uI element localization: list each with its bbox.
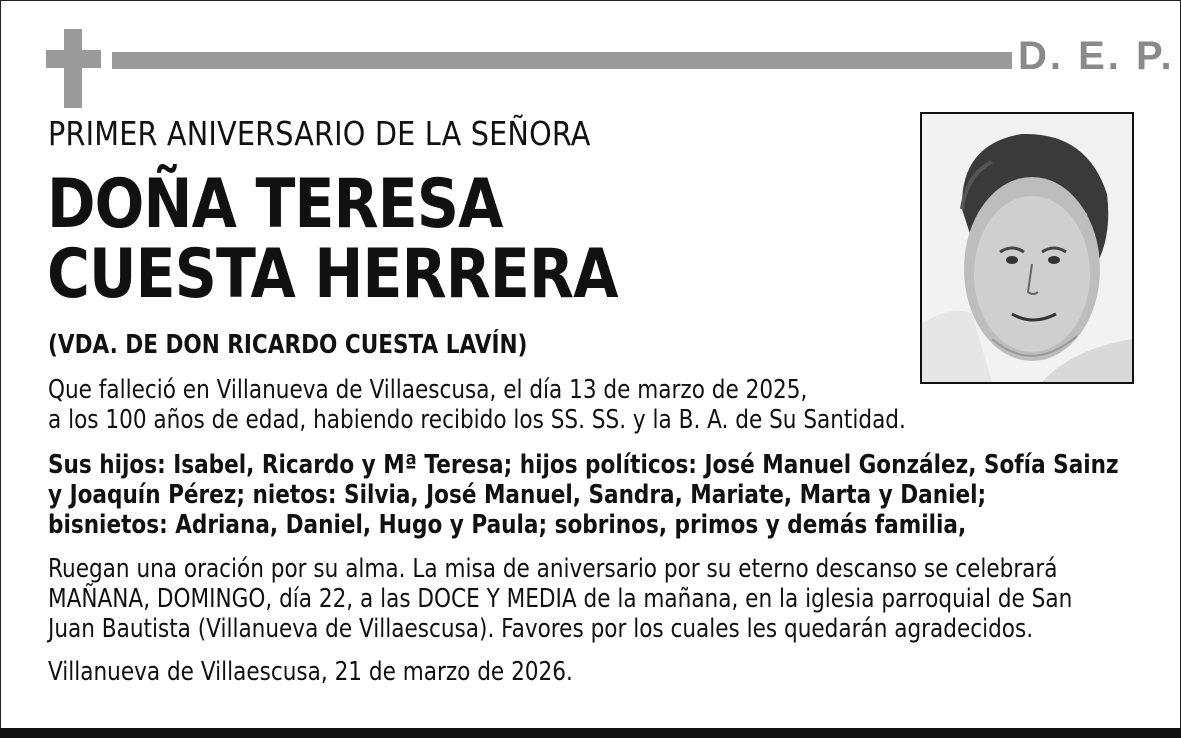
deceased-name-line1: DOÑA TERESA [47,165,503,244]
family-line: Sus hijos: Isabel, Ricardo y Mª Teresa; hijos políticos: José Manuel González, Sofía Sainz [48,450,1119,480]
cross-icon-bar [46,50,101,68]
family-paragraph [48,450,1119,540]
cross-icon [64,29,82,108]
widow-of: (VDA. DE DON RICARDO CUESTA LAVÍN) [48,330,528,360]
deceased-name [47,165,618,314]
notice-intro: PRIMER ANIVERSARIO DE LA SEÑORA [48,114,591,153]
mass-paragraph [48,554,1072,644]
deceased-name-line2: CUESTA HERRERA [47,235,618,314]
family-line: bisnietos: Adriana, Daniel, Hugo y Paula; sobrinos, primos y demás familia, [48,510,967,540]
death-line: a los 100 años de edad, habiendo recibido los SS. SS. y la B. A. de Su Santidad. [48,405,906,435]
mass-line: Ruegan una oración por su alma. La misa de aniversario por su eterno descanso se celebrará [48,554,1058,584]
portrait-drawing [922,114,1132,382]
dep-label: D. E. P. [1018,34,1175,78]
death-line: Que falleció en Villanueva de Villaescusa, el día 13 de marzo de 2025, [48,375,808,405]
family-line: y Joaquín Pérez; nietos: Silvia, José Manuel, Sandra, Mariate, Marta y Daniel; [48,480,987,510]
mass-line: MAÑANA, DOMINGO, día 22, a las DOCE Y MEDIA de la mañana, en la iglesia parroquial de San [48,584,1073,614]
mass-line: Juan Bautista (Villanueva de Villaescusa). Favores por los cuales les quedarán agradecidos. [48,614,1034,644]
death-paragraph [48,375,906,435]
header-rule [112,52,1012,69]
place-date: Villanueva de Villaescusa, 21 de marzo de 2026. [48,657,573,687]
portrait-photo-icon [920,112,1134,384]
bottom-rule [0,728,1181,738]
